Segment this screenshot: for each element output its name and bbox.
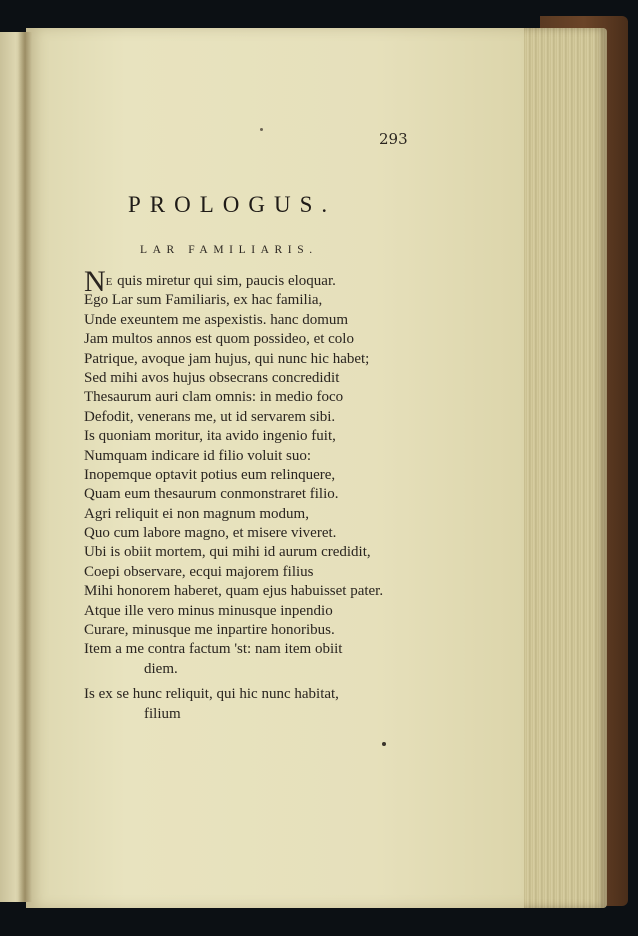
verse-line: Numquam indicare id filio voluit suo: [84,447,312,464]
verse-line: Atque ille vero minus minusque inpendio [84,602,333,619]
verse-line: Inopemque optavit potius eum relinquere, [84,466,336,483]
page-block-edges [515,28,607,908]
paper-speck [260,128,263,131]
verse-line: Coepi observare, ecqui majorem filius [84,563,314,580]
verse-line: Mihi honorem haberet, quam ejus habuisset pater. [84,583,384,600]
verse-line: Quo cum labore magno, et misere viveret. [84,525,337,542]
book-page [26,28,524,908]
verse-line: Quam eum thesaurum conmonstraret filio. [84,486,339,503]
verse-line [84,265,414,298]
verse-block [84,265,414,724]
verse-line: Sed mihi avos hujus obsecrans concredidit [84,369,340,386]
verse-line: Ego Lar sum Familiaris, ex hac familia, [84,292,323,309]
verse-line: Item a me contra factum 'st: nam item obiit [84,641,343,658]
verse-text: quis miretur qui sim, paucis eloquar. [113,273,336,289]
verse-line: Thesaurum auri clam omnis: in medio foco [84,389,344,406]
drop-cap: N [84,265,106,298]
page-number: 293 [379,130,408,148]
page-title: PROLOGUS. [128,192,337,217]
verse-line: Unde exeuntem me aspexistis. hanc domum [84,311,349,328]
verse-line: Agri reliquit ei non magnum modum, [84,505,309,522]
verse-line: Jam multos annos est quom possideo, et colo [84,331,354,348]
verse-line: Is ex se hunc reliquit, qui hic nunc habitat, [84,686,339,703]
small-cap-letters: E [105,276,114,288]
verse-line: Curare, minusque me inpartire honoribus. [84,622,335,639]
verse-line: Defodit, venerans me, ut id servarem sibi. [84,408,336,425]
verse-line-continuation: filium [144,705,181,722]
verse-line: Is quoniam moritur, ita avido ingenio fuit, [84,428,336,445]
verse-line: Ubi is obiit mortem, qui mihi id aurum credidit, [84,544,371,561]
speaker-heading: LAR FAMILIARIS. [140,244,318,256]
verse-line-continuation: diem. [144,660,178,677]
book-gutter [18,32,32,902]
paper-speck [382,742,386,746]
verse-line: Patrique, avoque jam hujus, qui nunc hic habet; [84,350,370,367]
